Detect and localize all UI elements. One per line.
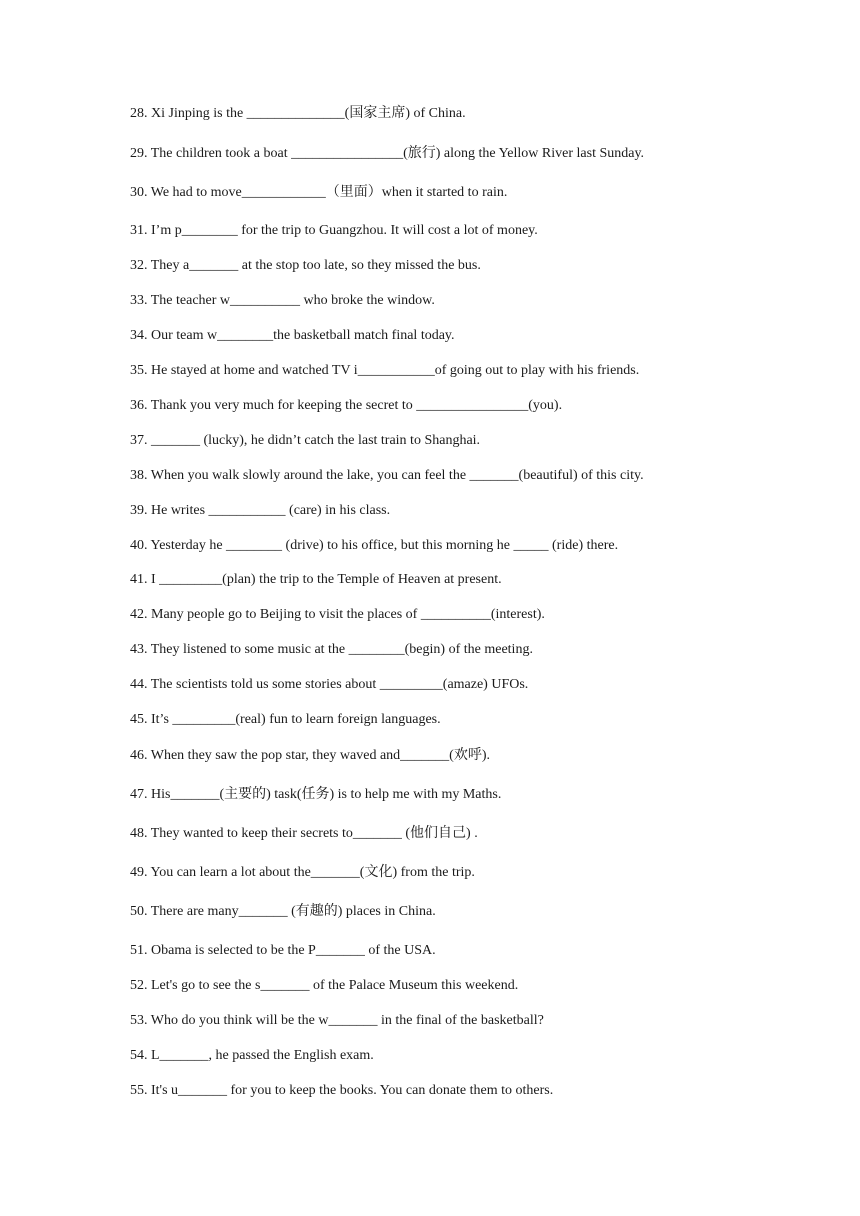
question-43: 43. They listened to some music at the ________(begin) of the meeting. [130,642,533,657]
question-35: 35. He stayed at home and watched TV i___________of going out to play with his friends. [130,363,640,378]
question-42: 42. Many people go to Beijing to visit the places of __________(interest). [130,607,545,622]
question-38: 38. When you walk slowly around the lake, you can feel the _______(beautiful) of this city. [130,468,644,483]
question-39: 39. He writes ___________ (care) in his class. [130,503,391,518]
question-46: 46. When they saw the pop star, they waved and_______(欢呼). [130,748,490,763]
question-41: 41. I _________(plan) the trip to the Temple of Heaven at present. [130,572,502,587]
question-30: 30. We had to move____________（里面）when it started to rain. [130,185,508,200]
question-34: 34. Our team w________the basketball match final today. [130,328,455,343]
question-55: 55. It's u_______ for you to keep the books. You can donate them to others. [130,1083,554,1098]
question-50: 50. There are many_______ (有趣的) places in China. [130,904,436,919]
question-44: 44. The scientists told us some stories about _________(amaze) UFOs. [130,677,529,692]
question-40: 40. Yesterday he ________ (drive) to his office, but this morning he _____ (ride) there. [130,538,619,553]
question-32: 32. They a_______ at the stop too late, so they missed the bus. [130,258,481,273]
question-47: 47. His_______(主要的) task(任务) is to help me with my Maths. [130,787,502,802]
question-51: 51. Obama is selected to be the P_______ of the USA. [130,943,436,958]
question-52: 52. Let's go to see the s_______ of the Palace Museum this weekend. [130,978,519,993]
question-36: 36. Thank you very much for keeping the secret to ________________(you). [130,398,563,413]
question-37: 37. _______ (lucky), he didn’t catch the last train to Shanghai. [130,433,481,448]
question-48: 48. They wanted to keep their secrets to_______ (他们自己) . [130,826,478,841]
question-49: 49. You can learn a lot about the_______(文化) from the trip. [130,865,475,880]
question-31: 31. I’m p________ for the trip to Guangzhou. It will cost a lot of money. [130,223,538,238]
question-29: 29. The children took a boat ________________(旅行) along the Yellow River last Sunday. [130,146,645,161]
question-28: 28. Xi Jinping is the ______________(国家主席) of China. [130,106,466,121]
question-53: 53. Who do you think will be the w_______ in the final of the basketball? [130,1013,544,1028]
question-45: 45. It’s _________(real) fun to learn foreign languages. [130,712,441,727]
question-54: 54. L_______, he passed the English exam. [130,1048,374,1063]
question-33: 33. The teacher w__________ who broke the window. [130,293,435,308]
